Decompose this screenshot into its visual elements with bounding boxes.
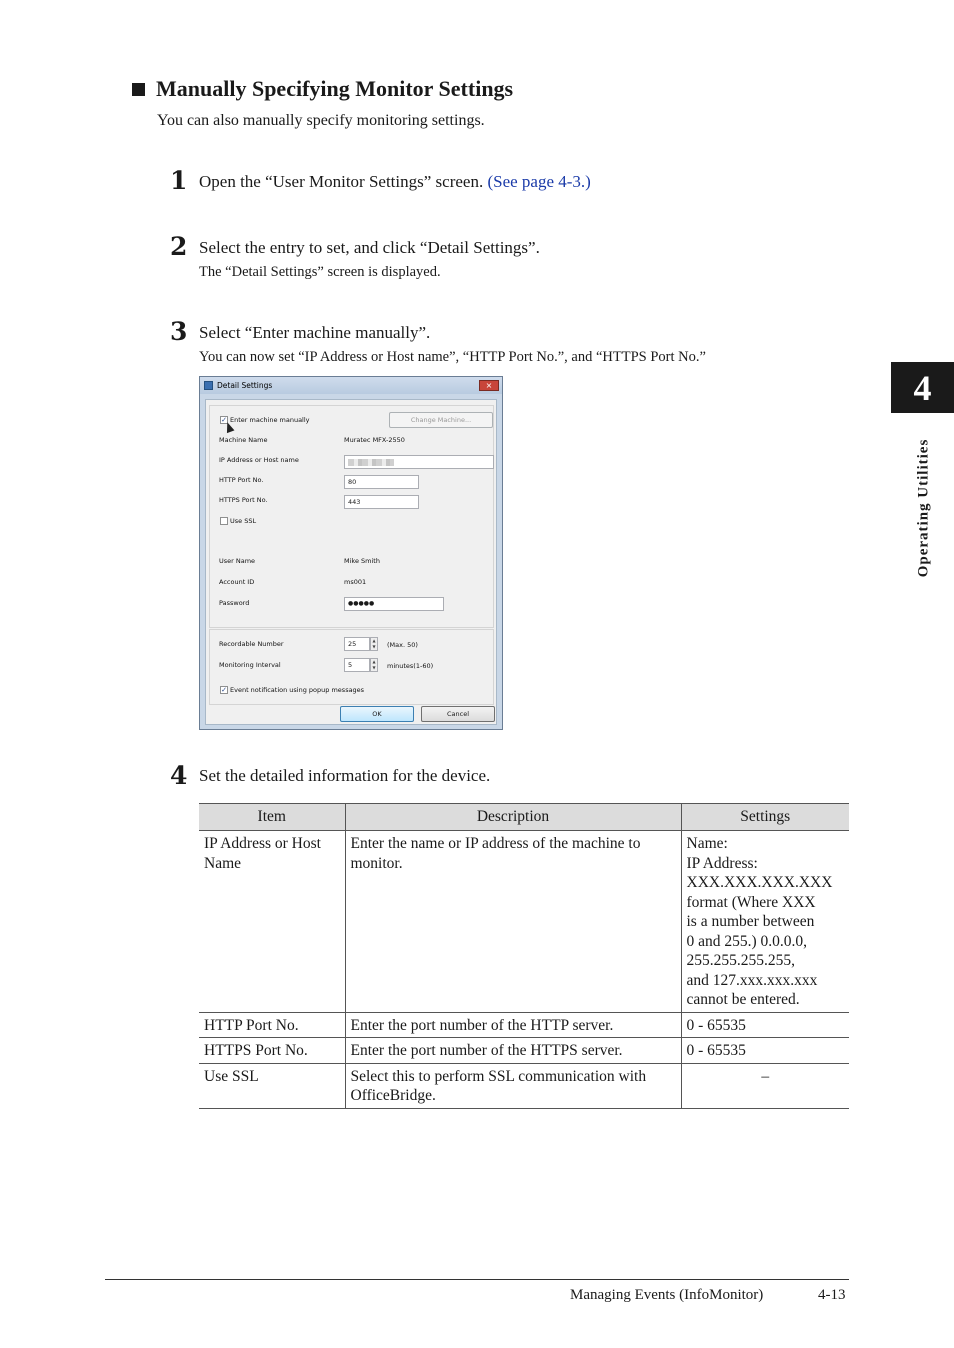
description-cell: Enter the port number of the HTTP server. xyxy=(345,1012,681,1038)
table-row xyxy=(199,1012,849,1038)
user-name-value: Mike Smith xyxy=(344,557,380,565)
column-header: Description xyxy=(345,804,681,831)
blurred-ip-value xyxy=(348,459,394,466)
settings-line: and 127.xxx.xxx.xxx xyxy=(686,971,818,989)
chapter-tab: 4 xyxy=(891,362,954,413)
dialog-client xyxy=(205,399,497,725)
footer-page-number: 4-13 xyxy=(818,1287,846,1303)
step-text: Set the detailed information for the device. xyxy=(199,766,491,785)
recordable-hint: (Max. 50) xyxy=(387,641,418,649)
change-machine-button[interactable]: Change Machine... xyxy=(389,412,493,428)
table-row xyxy=(199,831,849,1013)
step-number: 2 xyxy=(170,232,188,261)
item-cell: HTTP Port No. xyxy=(199,1012,345,1038)
app-icon xyxy=(204,381,213,390)
page-link[interactable]: (See page 4-3.) xyxy=(487,172,591,191)
step-text-body: Open the “User Monitor Settings” screen. xyxy=(199,172,488,191)
https-port-field[interactable]: 443 xyxy=(344,495,419,509)
user-name-label: User Name xyxy=(219,557,256,565)
interval-hint: minutes(1-60) xyxy=(387,662,434,670)
user-group xyxy=(209,546,494,628)
step-number: 1 xyxy=(170,166,188,195)
step-number: 4 xyxy=(170,761,188,790)
recordable-number-label: Recordable Number xyxy=(219,640,284,648)
settings-cell: 0 - 65535 xyxy=(681,1012,849,1038)
machine-name-label: Machine Name xyxy=(219,436,268,444)
settings-line: 255.255.255.255, xyxy=(686,952,795,969)
step-subtext: The “Detail Settings” screen is displayed. xyxy=(199,264,441,280)
popup-label: Event notification using popup messages xyxy=(230,686,365,694)
footer-divider xyxy=(105,1279,849,1280)
enter-manually-checkbox[interactable]: ✓ xyxy=(221,416,227,424)
section-heading xyxy=(132,76,513,102)
settings-line: XXX.XXX.XXX.XXX xyxy=(686,874,833,891)
dialog-title: Detail Settings xyxy=(217,381,273,390)
settings-line: 0 and 255.) 0.0.0.0, xyxy=(686,932,808,950)
settings-cell: 0 - 65535 xyxy=(681,1038,849,1064)
close-icon[interactable]: × xyxy=(479,380,499,391)
monitoring-group xyxy=(209,629,494,705)
monitoring-interval-field[interactable]: 5 xyxy=(344,658,370,672)
settings-line: format (Where XXX xyxy=(686,893,816,911)
step-subtext: You can now set “IP Address or Host name”, “HTTP Port No.”, and “HTTPS Port No.” xyxy=(199,349,706,365)
password-field[interactable]: ●●●●● xyxy=(344,597,444,611)
chapter-label: Operating Utilities xyxy=(915,438,932,578)
settings-line: IP Address: xyxy=(686,854,758,872)
machine-group xyxy=(209,405,494,557)
step-text: Select the entry to set, and click “Detail Settings”. xyxy=(199,238,540,257)
settings-line: Name: xyxy=(686,835,728,852)
ip-address-field[interactable] xyxy=(344,455,494,469)
recordable-number-field[interactable]: 25 xyxy=(344,637,370,651)
section-heading-text: Manually Specifying Monitor Settings xyxy=(156,76,514,101)
popup-checkbox[interactable]: ✓ xyxy=(221,686,227,694)
ok-button[interactable]: OK xyxy=(340,706,414,722)
recordable-spinner-icon[interactable]: ▲ ▼ xyxy=(370,637,378,651)
detail-settings-dialog xyxy=(199,376,503,730)
item-cell: HTTPS Port No. xyxy=(199,1038,345,1064)
ip-address-label: IP Address or Host name xyxy=(219,456,299,464)
settings-line: is a number between xyxy=(686,913,815,930)
table-header-row xyxy=(199,804,849,831)
cancel-button[interactable]: Cancel xyxy=(421,706,495,722)
settings-line: cannot be entered. xyxy=(686,991,800,1008)
item-cell: IP Address or Host Name xyxy=(199,831,345,1013)
footer-section: Managing Events (InfoMonitor) xyxy=(570,1287,764,1303)
enter-manually-label: Enter machine manually xyxy=(230,416,310,424)
item-cell: Use SSL xyxy=(199,1063,345,1108)
table-row xyxy=(199,1038,849,1064)
password-label: Password xyxy=(219,599,250,607)
http-port-field[interactable]: 80 xyxy=(344,475,419,489)
dialog-titlebar xyxy=(200,377,502,394)
settings-table xyxy=(199,803,849,1109)
column-header: Settings xyxy=(681,804,849,831)
bullet-square-icon xyxy=(132,83,145,96)
account-id-label: Account ID xyxy=(219,578,255,586)
step-number: 3 xyxy=(170,317,188,346)
description-cell: Enter the name or IP address of the machine to monitor. xyxy=(345,831,681,1013)
monitoring-interval-label: Monitoring Interval xyxy=(219,661,281,669)
account-id-value: ms001 xyxy=(344,578,367,586)
interval-spinner-icon[interactable]: ▲ ▼ xyxy=(370,658,378,672)
http-port-label: HTTP Port No. xyxy=(219,476,264,484)
use-ssl-checkbox[interactable] xyxy=(220,517,228,525)
table-row xyxy=(199,1063,849,1108)
use-ssl-label: Use SSL xyxy=(230,517,257,525)
description-cell: Enter the port number of the HTTPS server. xyxy=(345,1038,681,1064)
settings-cell xyxy=(681,831,849,1013)
https-port-label: HTTPS Port No. xyxy=(219,496,268,504)
description-cell: Select this to perform SSL communication with OfficeBridge. xyxy=(345,1063,681,1108)
column-header: Item xyxy=(199,804,345,831)
settings-cell: – xyxy=(681,1063,849,1108)
step-text xyxy=(199,172,591,192)
machine-name-value: Muratec MFX-2550 xyxy=(344,436,405,444)
intro-text: You can also manually specify monitoring settings. xyxy=(157,112,485,129)
step-text: Select “Enter machine manually”. xyxy=(199,323,431,342)
